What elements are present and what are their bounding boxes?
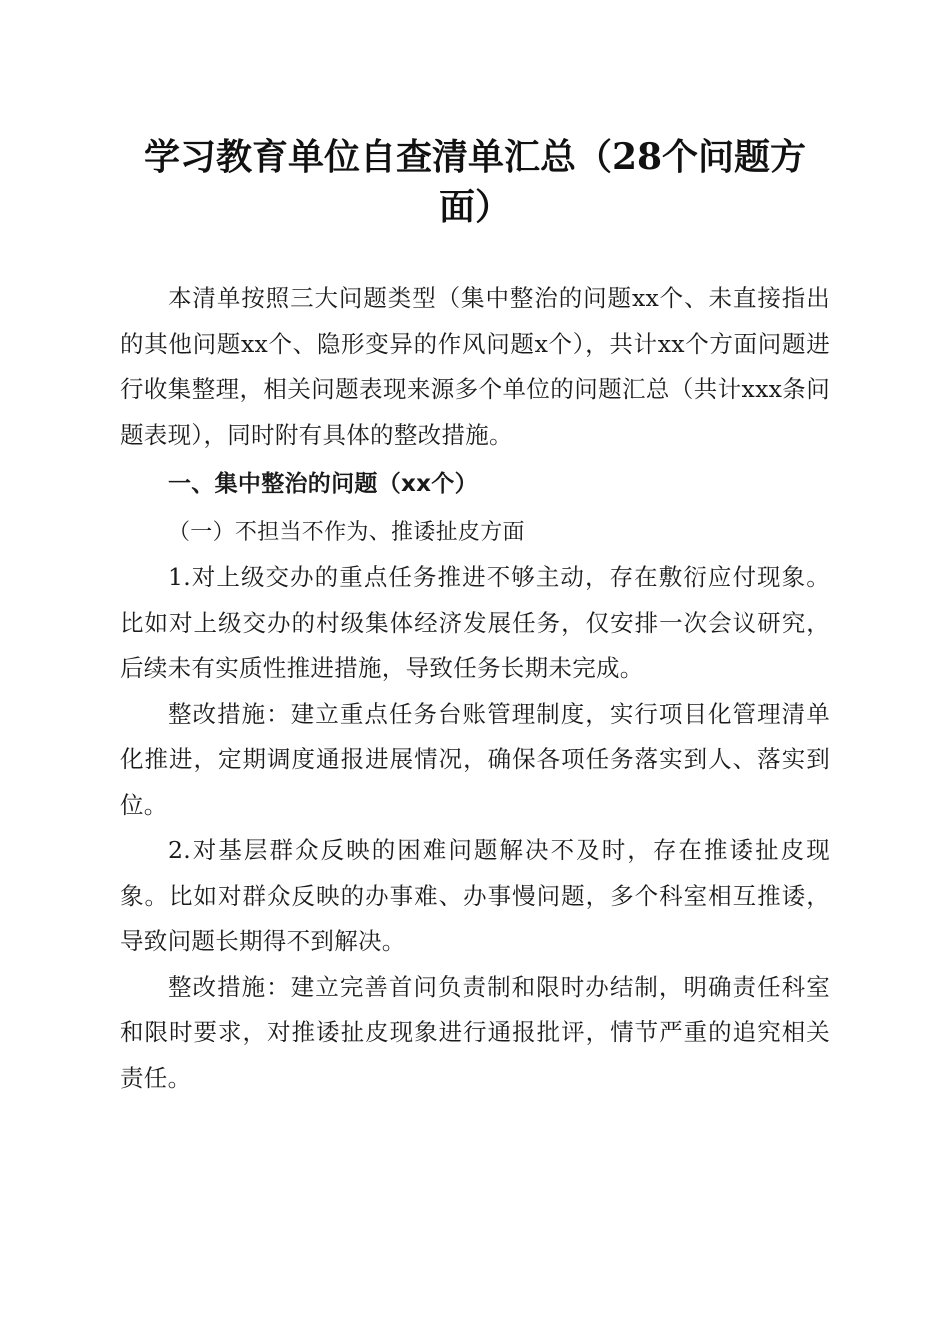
- problem-item: 1.对上级交办的重点任务推进不够主动，存在敷衍应付现象。比如对上级交办的村级集体经济发展任务，仅安排一次会议研究，后续未有实质性推进措施，导致任务长期未完成。: [120, 563, 830, 682]
- intro-paragraph: 本清单按照三大问题类型（集中整治的问题xx个、未直接指出的其他问题xx个、隐形变异的作风问题x个），共计xx个方面问题进行收集整理，相关问题表现来源多个单位的问题汇总（共计xxx条问题表现），同时附有具体的整改措施。: [120, 284, 830, 449]
- problem-item: 2.对基层群众反映的困难问题解决不及时，存在推诿扯皮现象。比如对群众反映的办事难、办事慢问题，多个科室相互推诿，导致问题长期得不到解决。: [120, 836, 830, 955]
- subsection-heading: （一）不担当不作为、推诿扯皮方面: [168, 519, 525, 545]
- section-heading: 一、集中整治的问题（xx个）: [168, 471, 478, 497]
- rectification-measure: 整改措施：建立完善首问负责制和限时办结制，明确责任科室和限时要求，对推诿扯皮现象进行通报批评，情节严重的追究相关责任。: [120, 972, 830, 1092]
- document-body: [120, 276, 830, 1101]
- page-title: 学习教育单位自查清单汇总（28个问题方面）: [143, 136, 807, 228]
- rectification-measure: 整改措施：建立重点任务台账管理制度，实行项目化管理清单化推进，定期调度通报进展情况，确保各项任务落实到人、落实到位。: [120, 699, 830, 819]
